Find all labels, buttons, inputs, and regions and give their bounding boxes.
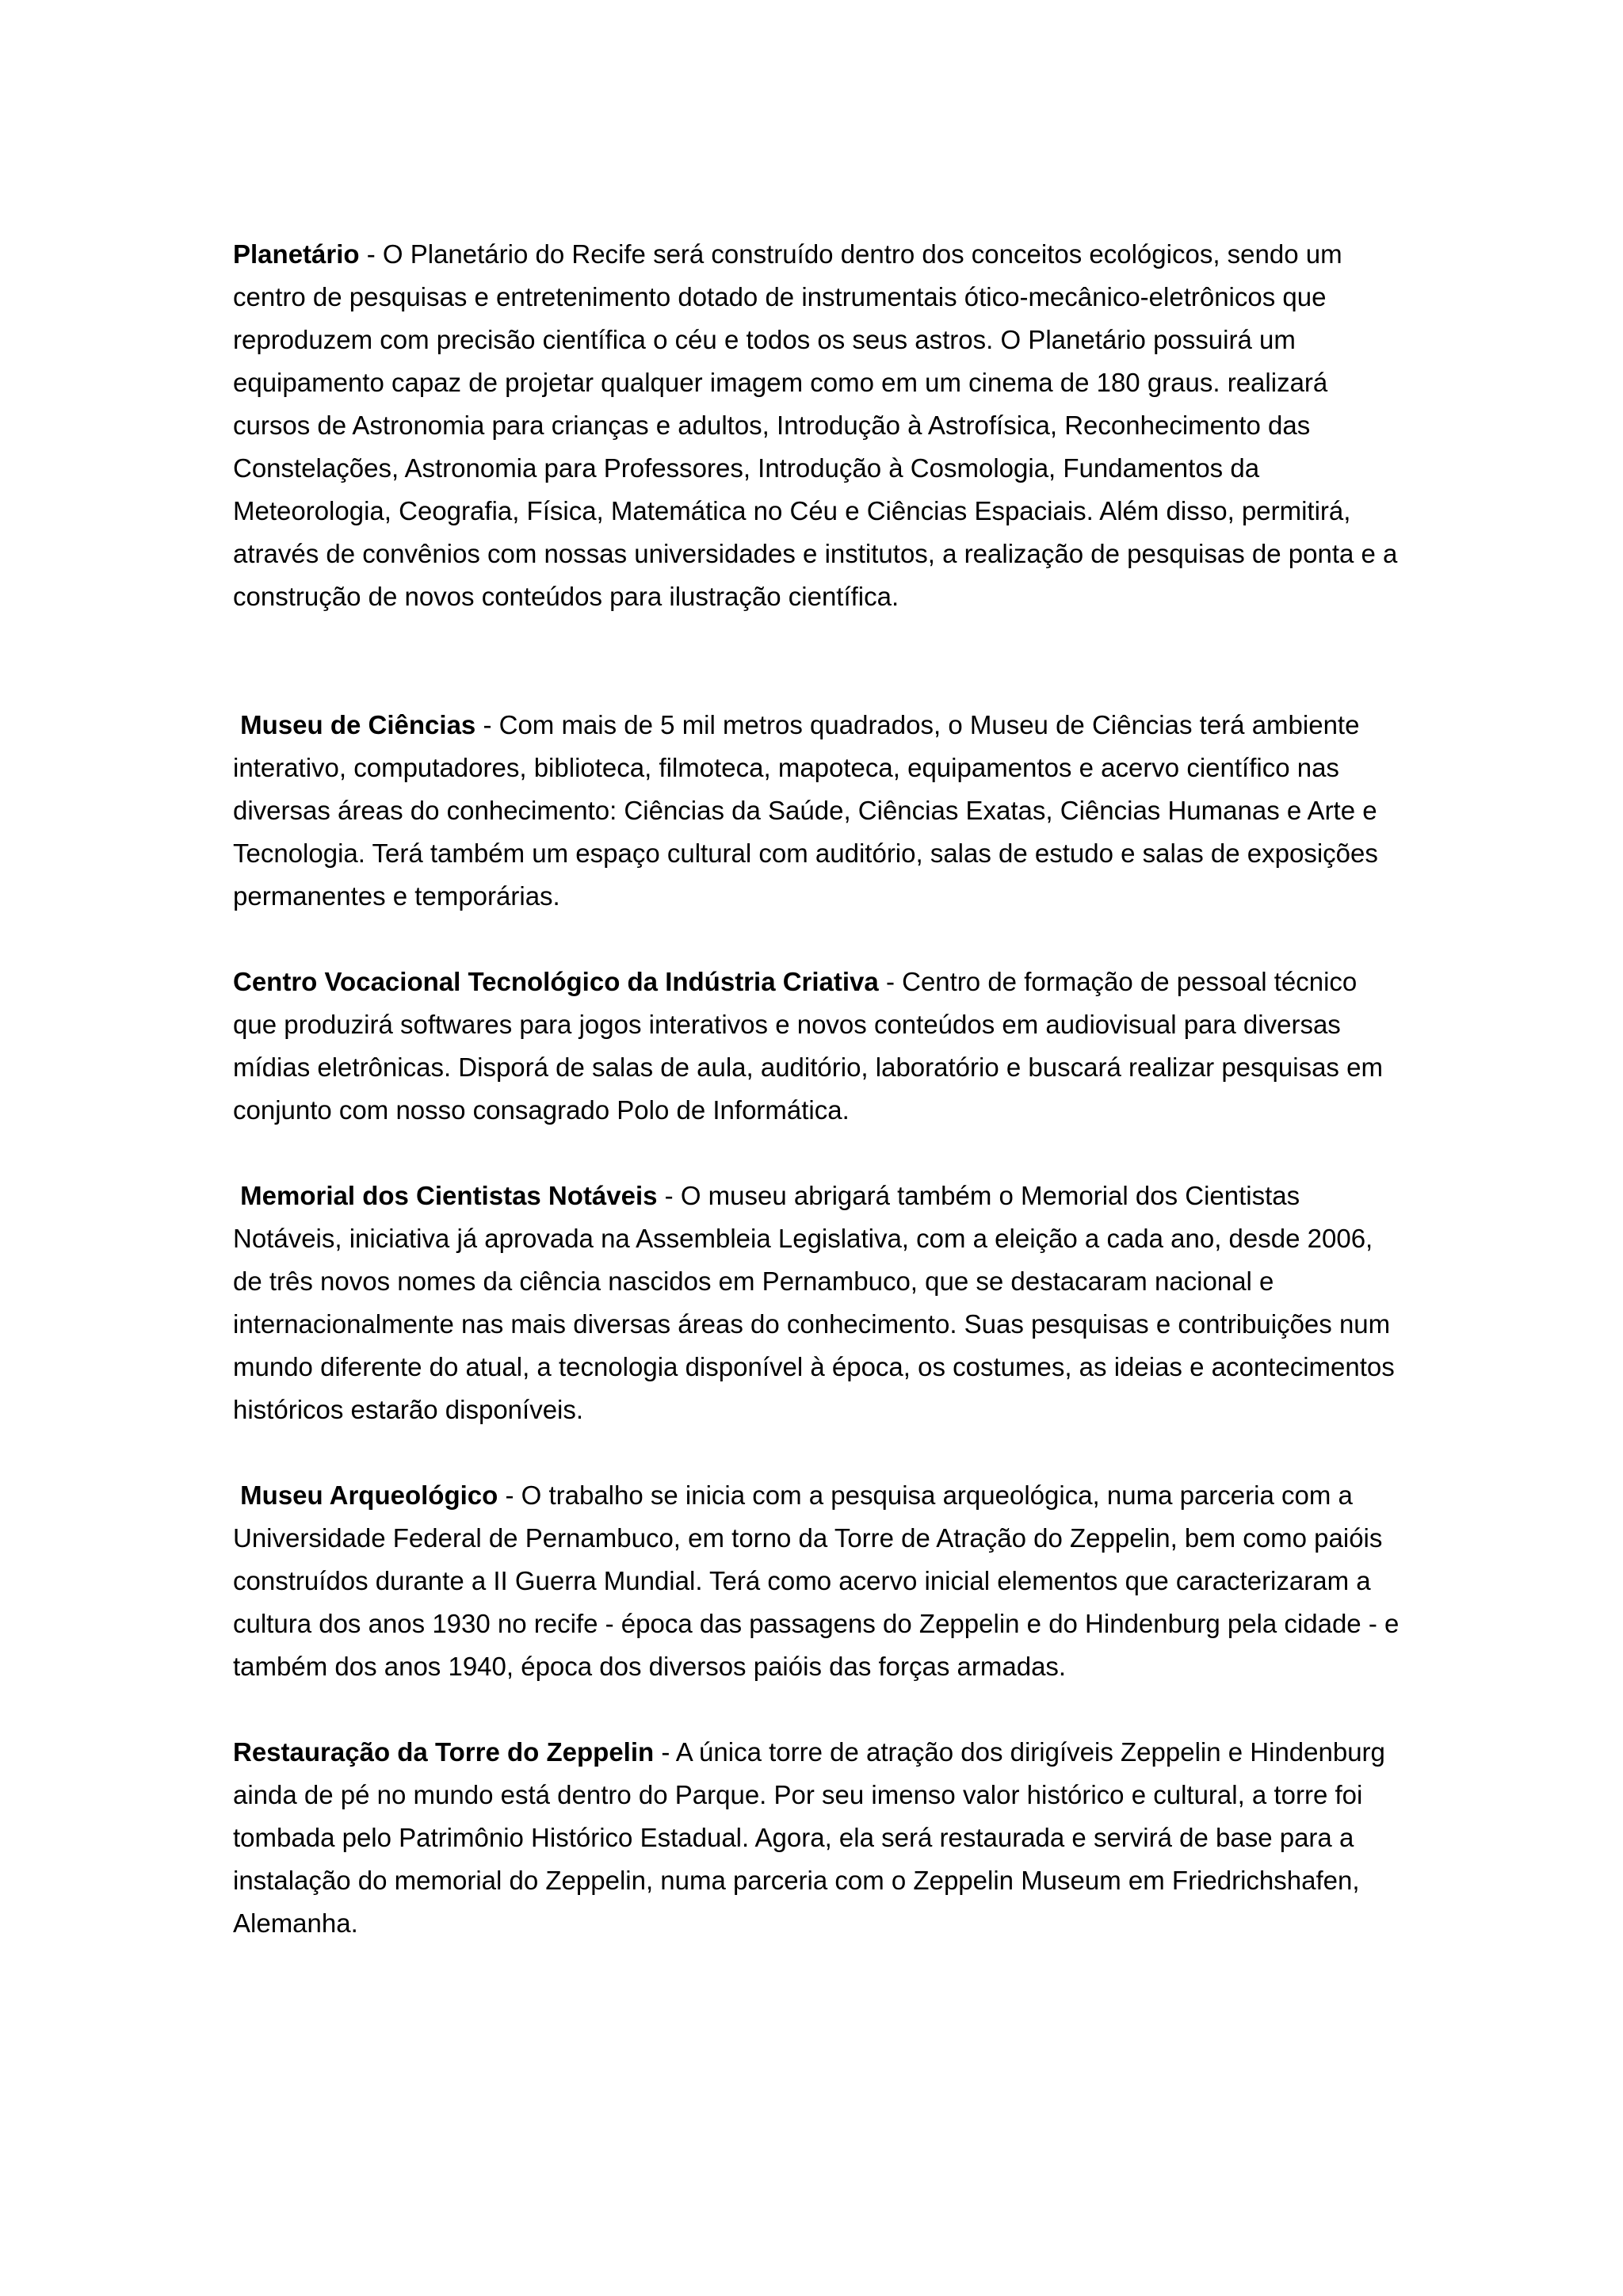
document-body <box>233 233 1406 1945</box>
paragraph-text: - A única torre de atração dos dirigíveis Zeppelin e Hindenburg ainda de pé no mundo está dentro do Parque. Por seu imenso valor histórico e cultural, a torre foi tombada pelo Patrimônio Histórico Estadual. Agora, ela será restaurada e servirá de base para a instalação do memorial do Zeppelin, numa parceria com o Zeppelin Museum em Friedrichshafen, Alemanha. <box>233 1737 1385 1938</box>
paragraph-museu-arqueologico <box>233 1474 1406 1688</box>
paragraph-term: Centro Vocacional Tecnológico da Indústria Criativa <box>233 967 879 996</box>
paragraph-museu-de-ciencias <box>233 704 1406 918</box>
paragraph-memorial-cientistas <box>233 1175 1406 1431</box>
paragraph-text: - O Planetário do Recife será construído dentro dos conceitos ecológicos, sendo um centro de pesquisas e entretenimento dotado de instrumentais ótico-mecânico-eletrônicos que reproduzem com precisão científica o céu e todos os seus astros. O Planetário possuirá um equipamento capaz de projetar qualquer imagem como em um cinema de 180 graus. realizará cursos de Astronomia para crianças e adultos, Introdução à Astrofísica, Reconhecimento das Constelações, Astronomia para Professores, Introdução à Cosmologia, Fundamentos da Meteorologia, Ceografia, Física, Matemática no Céu e Ciências Espaciais. Além disso, permitirá, através de convênios com nossas universidades e institutos, a realização de pesquisas de ponta e a construção de novos conteúdos para ilustração científica. <box>233 239 1398 611</box>
paragraph-text: - O trabalho se inicia com a pesquisa arqueológica, numa parceria com a Universidade Federal de Pernambuco, em torno da Torre de Atração do Zeppelin, bem como paióis construídos durante a II Guerra Mundial. Terá como acervo inicial elementos que caracterizaram a cultura dos anos 1930 no recife - época das passagens do Zeppelin e do Hindenburg pela cidade - e também dos anos 1940, época dos diversos paióis das forças armadas. <box>233 1480 1400 1681</box>
paragraph-term: Museu de Ciências <box>240 710 476 739</box>
paragraph-term: Restauração da Torre do Zeppelin <box>233 1737 655 1767</box>
paragraph-term: Planetário <box>233 239 360 269</box>
paragraph-centro-vocacional <box>233 961 1406 1132</box>
paragraph-text: - Centro de formação de pessoal técnico que produzirá softwares para jogos interativos e novos conteúdos em audiovisual para diversas mídias eletrônicas. Disporá de salas de aula, auditório, laboratório e buscará realizar pesquisas em conjunto com nosso consagrado Polo de Informática. <box>233 967 1383 1125</box>
paragraph-term: Museu Arqueológico <box>240 1480 498 1510</box>
paragraph-text: - O museu abrigará também o Memorial dos Cientistas Notáveis, iniciativa já aprovada na Assembleia Legislativa, com a eleição a cada ano, desde 2006, de três novos nomes da ciência nascidos em Pernambuco, que se destacaram nacional e internacionalmente nas mais diversas áreas do conhecimento. Suas pesquisas e contribuições num mundo diferente do atual, a tecnologia disponível à época, os costumes, as ideias e acontecimentos históricos estarão disponíveis. <box>233 1181 1395 1424</box>
paragraph-restauracao-torre <box>233 1731 1406 1945</box>
paragraph-text: - Com mais de 5 mil metros quadrados, o Museu de Ciências terá ambiente interativo, computadores, biblioteca, filmoteca, mapoteca, equipamentos e acervo científico nas diversas áreas do conhecimento: Ciências da Saúde, Ciências Exatas, Ciências Humanas e Arte e Tecnologia. Terá também um espaço cultural com auditório, salas de estudo e salas de exposições permanentes e temporárias. <box>233 710 1378 911</box>
paragraph-planetario <box>233 233 1406 618</box>
paragraph-term: Memorial dos Cientistas Notáveis <box>240 1181 658 1210</box>
